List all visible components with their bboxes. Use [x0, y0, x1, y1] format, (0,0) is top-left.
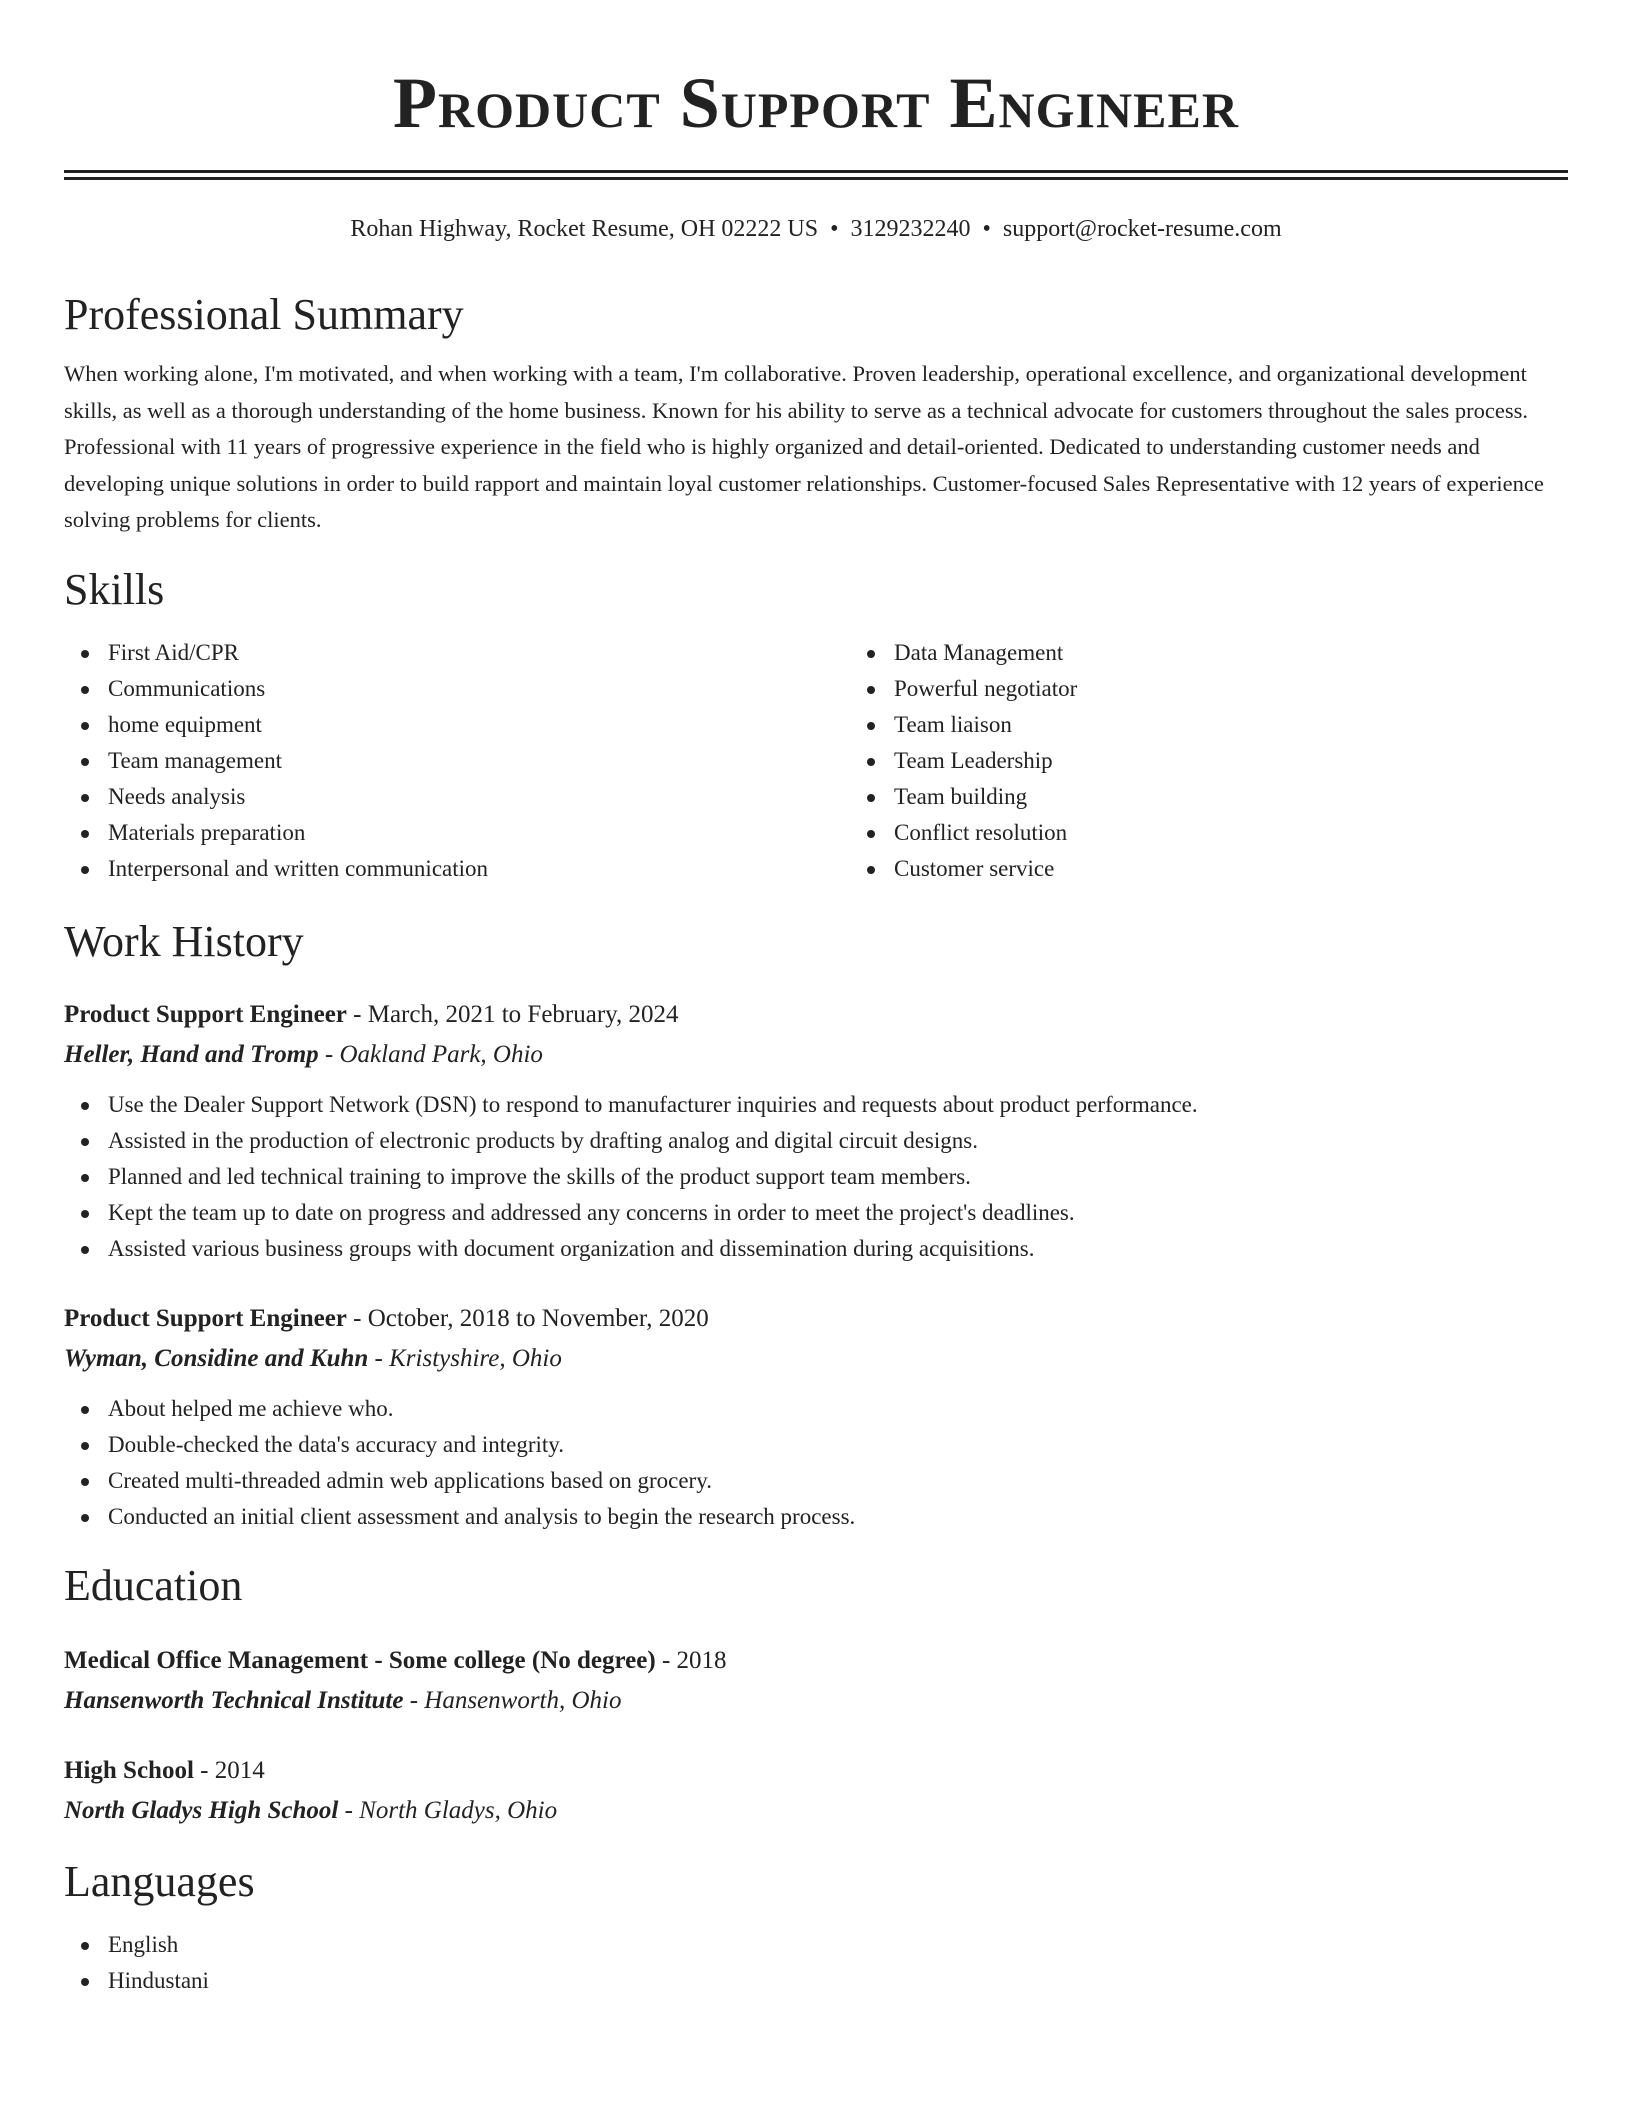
education-school: North Gladys High School: [64, 1796, 339, 1824]
job-bullet: Double-checked the data's accuracy and integrity.: [108, 1427, 1568, 1463]
skill-item: First Aid/CPR: [108, 635, 850, 671]
education-entry: [64, 1641, 1568, 1721]
contact-line: [64, 214, 1568, 244]
skill-item: Team management: [108, 743, 850, 779]
contact-email: support@rocket-resume.com: [1002, 216, 1282, 242]
job-bullets: [64, 1087, 1568, 1267]
job-bullet: Planned and led technical training to improve the skills of the product support team members.: [108, 1159, 1568, 1195]
job-location: - Kristyshire, Ohio: [368, 1344, 562, 1372]
skill-item: Team Leadership: [894, 743, 1632, 779]
job-company: Heller, Hand and Tromp: [64, 1040, 319, 1068]
job-company: Wyman, Considine and Kuhn: [64, 1344, 369, 1372]
education-school-line: [64, 1791, 1568, 1831]
skill-item: home equipment: [108, 707, 850, 743]
contact-separator: •: [982, 216, 991, 242]
education-year: - 2018: [655, 1646, 727, 1674]
work-history-heading: Work History: [64, 916, 304, 966]
job-title-line: [64, 1299, 1568, 1339]
job-bullet: Kept the team up to date on progress and addressed any concerns in order to meet the project's deadlines.: [108, 1195, 1568, 1231]
skill-item: Materials preparation: [108, 815, 850, 851]
education-location: - Hansenworth, Ohio: [403, 1686, 622, 1714]
education-school-line: [64, 1681, 1568, 1721]
skill-item: Powerful negotiator: [894, 671, 1632, 707]
job-entry: [64, 995, 1568, 1267]
education-year: - 2014: [193, 1756, 265, 1784]
job-title: Product Support Engineer: [64, 1000, 347, 1028]
job-bullet: Assisted in the production of electronic products by drafting analog and digital circuit designs.: [108, 1123, 1568, 1159]
education-degree-line: [64, 1641, 1568, 1681]
education-school: Hansenworth Technical Institute: [64, 1686, 404, 1714]
skills-heading: Skills: [64, 564, 165, 614]
job-company-line: [64, 1339, 1568, 1379]
job-bullet: Conducted an initial client assessment and analysis to begin the research process.: [108, 1499, 1568, 1535]
skill-item: Customer service: [894, 851, 1632, 887]
job-bullet: About helped me achieve who.: [108, 1391, 1568, 1427]
job-title: Product Support Engineer: [64, 1304, 347, 1332]
job-bullet: Assisted various business groups with document organization and dissemination during acquisitions.: [108, 1231, 1568, 1267]
skill-item: Communications: [108, 671, 850, 707]
job-bullets: [64, 1391, 1568, 1535]
education-degree-line: [64, 1751, 1568, 1791]
contact-separator: •: [830, 216, 839, 242]
education-degree: Medical Office Management - Some college (No degree): [64, 1646, 656, 1674]
skills-list-right: [850, 635, 1632, 887]
education-degree: High School: [64, 1756, 194, 1784]
title-divider: [64, 170, 1568, 180]
skills-list-left: [64, 635, 850, 887]
job-bullet: Created multi-threaded admin web applications based on grocery.: [108, 1463, 1568, 1499]
education-location: - North Gladys, Ohio: [338, 1796, 558, 1824]
skill-item: Team building: [894, 779, 1632, 815]
skills-columns: [64, 635, 1568, 887]
language-item: Hindustani: [108, 1963, 1568, 1999]
education-heading: Education: [64, 1560, 243, 1610]
skill-item: Team liaison: [894, 707, 1632, 743]
language-item: English: [108, 1927, 1568, 1963]
job-dates: - October, 2018 to November, 2020: [346, 1304, 709, 1332]
resume-title: Product Support Engineer: [393, 63, 1239, 143]
job-company-line: [64, 1035, 1568, 1075]
contact-phone: 3129232240: [850, 216, 971, 242]
skill-item: Data Management: [894, 635, 1632, 671]
languages-heading: Languages: [64, 1856, 255, 1906]
skill-item: Needs analysis: [108, 779, 850, 815]
summary-heading: Professional Summary: [64, 290, 464, 339]
education-entry: [64, 1751, 1568, 1831]
languages-list: [64, 1927, 1568, 1999]
summary-text: When working alone, I'm motivated, and when working with a team, I'm collaborative. Proven leadership, operational excellence, and organizational development skills, as well as a thorough understanding of the home business. Known for his ability to serve as a technical advocate for customers throughout the sales process. Professional with 11 years of progressive experience in the field who is highly organized and detail-oriented. Dedicated to understanding customer needs and developing unique solutions in order to build rapport and maintain loyal customer relationships. Customer-focused Sales Representative with 12 years of experience solving problems for clients.: [64, 361, 1544, 532]
job-location: - Oakland Park, Ohio: [318, 1040, 543, 1068]
skill-item: Interpersonal and written communication: [108, 851, 850, 887]
job-bullet: Use the Dealer Support Network (DSN) to respond to manufacturer inquiries and requests about product performance.: [108, 1087, 1568, 1123]
contact-address: Rohan Highway, Rocket Resume, OH 02222 US: [350, 216, 819, 242]
job-title-line: [64, 995, 1568, 1035]
job-entry: [64, 1299, 1568, 1535]
skill-item: Conflict resolution: [894, 815, 1632, 851]
job-dates: - March, 2021 to February, 2024: [346, 1000, 679, 1028]
